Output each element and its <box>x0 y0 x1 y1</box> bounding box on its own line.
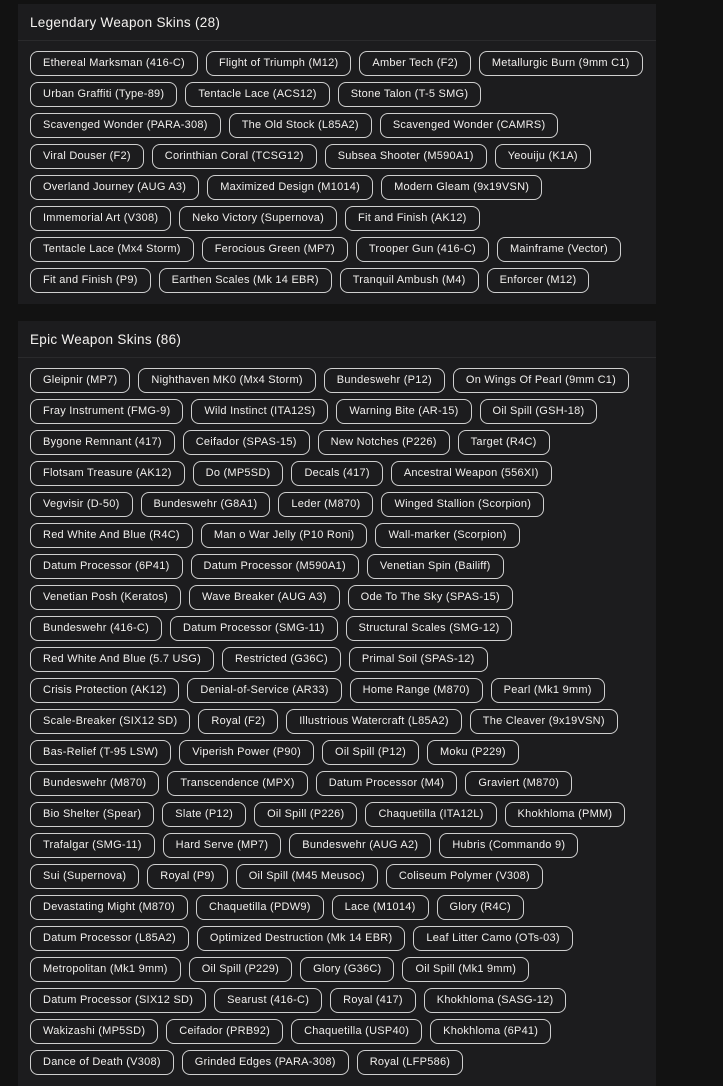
skin-chip[interactable] <box>141 492 271 517</box>
skin-chip-label: Glory (G36C) <box>313 963 382 975</box>
skin-chip[interactable] <box>497 237 621 262</box>
skin-chip-label: Primal Soil (SPAS-12) <box>361 653 475 665</box>
skin-chip[interactable] <box>206 51 351 76</box>
skin-chip[interactable] <box>30 399 183 424</box>
skin-chip-label: Viral Douser (F2) <box>43 150 131 162</box>
skin-chip-label: Crisis Protection (AK12) <box>43 684 167 696</box>
skin-chip-label: Ancestral Weapon (556XI) <box>403 467 539 479</box>
skin-chip[interactable] <box>495 144 591 169</box>
skin-chip-list <box>18 41 656 304</box>
skin-chip-label: Graviert (M870) <box>478 777 560 789</box>
skin-chip[interactable] <box>30 206 171 231</box>
skin-chip-label: Bundeswehr (AUG A2) <box>302 839 419 851</box>
section-header <box>18 321 656 358</box>
skin-chip[interactable] <box>291 461 382 486</box>
skin-chip[interactable] <box>491 678 605 703</box>
skin-chip[interactable] <box>185 82 329 107</box>
skin-section-epic <box>18 321 656 1086</box>
skin-chip[interactable] <box>197 926 405 951</box>
sections-root <box>18 4 723 1086</box>
skin-chip[interactable] <box>391 461 552 486</box>
skin-chip-label: Scale-Breaker (SIX12 SD) <box>43 715 178 727</box>
skin-chip[interactable] <box>375 523 519 548</box>
skin-chip[interactable] <box>345 206 480 231</box>
skin-chip-label: Maximized Design (M1014) <box>220 181 361 193</box>
skin-chip-label: Searust (416-C) <box>227 994 310 1006</box>
skin-chip[interactable] <box>159 268 332 293</box>
skin-chip[interactable] <box>138 368 315 393</box>
skin-chip-label: Royal (P9) <box>160 870 215 882</box>
skin-chip[interactable] <box>189 585 340 610</box>
skin-chip[interactable] <box>402 957 529 982</box>
skin-chip[interactable] <box>330 988 416 1013</box>
skin-chip-label: Ceifador (SPAS-15) <box>195 436 297 448</box>
skin-chip[interactable] <box>30 740 171 765</box>
skin-chip-label: Structural Scales (SMG-12) <box>358 622 500 634</box>
skin-chip[interactable] <box>439 833 578 858</box>
skin-chip[interactable] <box>30 237 194 262</box>
skin-chip-label: Red White And Blue (5.7 USG) <box>43 653 202 665</box>
skin-chip[interactable] <box>318 430 450 455</box>
skin-chip[interactable] <box>349 647 488 672</box>
skin-chip-label: Bygone Remnant (417) <box>43 436 162 448</box>
skin-chip-label: Devastating Might (M870) <box>43 901 175 913</box>
skin-chip[interactable] <box>30 833 155 858</box>
skin-chip[interactable] <box>147 864 227 889</box>
skin-chip[interactable] <box>30 175 199 200</box>
skin-chip[interactable] <box>196 895 324 920</box>
skin-chip[interactable] <box>30 709 190 734</box>
skin-chip[interactable] <box>380 113 559 138</box>
skin-chip-label: Datum Processor (SMG-11) <box>183 622 325 634</box>
skin-chip-label: Ethereal Marksman (416-C) <box>43 57 185 69</box>
skin-chip-label: Flight of Triumph (M12) <box>218 57 339 69</box>
skin-chip-label: Moku (P229) <box>440 746 506 758</box>
skin-chip-label: Scavenged Wonder (CAMRS) <box>392 119 546 131</box>
skin-chip-label: Urban Graffiti (Type-89) <box>43 88 165 100</box>
skin-chip[interactable] <box>336 399 471 424</box>
skin-chip-label: Bundeswehr (416-C) <box>43 622 149 634</box>
skin-chip[interactable] <box>187 678 341 703</box>
skin-chip-label: Hard Serve (MP7) <box>175 839 269 851</box>
skin-chip[interactable] <box>30 802 154 827</box>
skin-chip[interactable] <box>229 113 372 138</box>
skin-chip[interactable] <box>453 368 629 393</box>
skin-chip[interactable] <box>179 740 314 765</box>
skin-chip[interactable] <box>167 771 307 796</box>
skin-chip[interactable] <box>505 802 626 827</box>
skin-chip-label: Gleipnir (MP7) <box>43 374 118 386</box>
skin-chip-label: Oil Spill (P12) <box>335 746 407 758</box>
skin-chip-label: Target (R4C) <box>470 436 537 448</box>
skin-chip[interactable] <box>365 802 496 827</box>
skin-chip-label: Sui (Supernova) <box>43 870 127 882</box>
skin-chip-label: Datum Processor (SIX12 SD) <box>43 994 194 1006</box>
skin-chip[interactable] <box>152 144 317 169</box>
skin-chip[interactable] <box>201 523 368 548</box>
skin-chip[interactable] <box>30 492 133 517</box>
skin-chip[interactable] <box>386 864 543 889</box>
skin-chip[interactable] <box>30 957 181 982</box>
skin-chip-label: Winged Stallion (Scorpion) <box>394 498 532 510</box>
skin-chip-label: Wave Breaker (AUG A3) <box>202 591 327 603</box>
skin-chip[interactable] <box>30 51 198 76</box>
skin-chip-label: Oil Spill (P226) <box>267 808 345 820</box>
skin-chip[interactable] <box>479 51 643 76</box>
skin-chip-label: Trooper Gun (416-C) <box>368 243 476 255</box>
skin-chip-label: Dance of Death (V308) <box>43 1056 161 1068</box>
skin-chip-label: Enforcer (M12) <box>499 274 577 286</box>
skin-chip[interactable] <box>340 268 479 293</box>
skin-chip-label: Overland Journey (AUG A3) <box>43 181 187 193</box>
skin-chip[interactable] <box>30 82 177 107</box>
skin-chip-label: Vegvisir (D-50) <box>43 498 120 510</box>
skin-chip[interactable] <box>458 430 550 455</box>
skin-chip[interactable] <box>30 523 193 548</box>
skin-chip[interactable] <box>214 988 322 1013</box>
skin-chip[interactable] <box>198 709 278 734</box>
skin-chip-label: Chaquetilla (USP40) <box>304 1025 410 1037</box>
skin-chip[interactable] <box>381 492 544 517</box>
skin-chip[interactable] <box>193 461 284 486</box>
skin-chip-label: Hubris (Commando 9) <box>452 839 566 851</box>
skin-chip[interactable] <box>183 430 310 455</box>
skin-chip-label: Pearl (Mk1 9mm) <box>503 684 592 696</box>
skin-chip[interactable] <box>325 144 487 169</box>
skin-chip[interactable] <box>470 709 618 734</box>
skin-chip-label: Neko Victory (Supernova) <box>192 212 325 224</box>
skin-chip[interactable] <box>30 988 206 1013</box>
section-title: Epic Weapon Skins (86) <box>30 331 182 347</box>
skin-chip-label: Datum Processor (6P41) <box>43 560 170 572</box>
skin-chip[interactable] <box>424 988 567 1013</box>
skin-chip-label: Fit and Finish (AK12) <box>358 212 467 224</box>
skin-chip-label: Khokhloma (6P41) <box>443 1025 539 1037</box>
skin-chip-label: Leaf Litter Camo (OTs-03) <box>426 932 560 944</box>
skin-chip-label: Scavenged Wonder (PARA-308) <box>43 119 208 131</box>
skin-chip-label: Khokhloma (SASG-12) <box>436 994 554 1006</box>
skin-chip-label: Home Range (M870) <box>362 684 470 696</box>
skin-chip-label: Tentacle Lace (ACS12) <box>198 88 317 100</box>
skin-chip-label: Amber Tech (F2) <box>372 57 458 69</box>
skin-chip-label: Venetian Posh (Keratos) <box>43 591 168 603</box>
skin-chip-label: Optimized Destruction (Mk 14 EBR) <box>209 932 393 944</box>
skin-chip[interactable] <box>30 864 139 889</box>
skin-chip-label: Royal (F2) <box>211 715 266 727</box>
skin-chip-label: Lace (M1014) <box>344 901 416 913</box>
skin-chip[interactable] <box>30 144 144 169</box>
skin-chip-label: Wakizashi (MP5SD) <box>43 1025 146 1037</box>
skin-chip-label: The Old Stock (L85A2) <box>241 119 359 131</box>
skin-chip-label: Datum Processor (M4) <box>328 777 445 789</box>
skin-chip[interactable] <box>332 895 429 920</box>
skin-chip[interactable] <box>254 802 357 827</box>
skin-chip-label: Oil Spill (Mk1 9mm) <box>415 963 517 975</box>
skin-chip[interactable] <box>413 926 572 951</box>
skin-chip-label: Wild Instinct (ITA12S) <box>204 405 316 417</box>
skin-chip-label: Immemorial Art (V308) <box>43 212 159 224</box>
skin-chip-label: Tranquil Ambush (M4) <box>352 274 466 286</box>
skin-chip[interactable] <box>30 678 179 703</box>
skin-chip-label: Trafalgar (SMG-11) <box>43 839 142 851</box>
skin-chip-label: Warning Bite (AR-15) <box>349 405 459 417</box>
skin-chip-label: Decals (417) <box>304 467 370 479</box>
skin-chip[interactable] <box>286 709 462 734</box>
skin-chip-label: Modern Gleam (9x19VSN) <box>394 181 530 193</box>
skin-chip-label: Metropolitan (Mk1 9mm) <box>43 963 168 975</box>
skin-chip[interactable] <box>30 461 185 486</box>
skin-chip-label: Illustrious Watercraft (L85A2) <box>299 715 449 727</box>
skin-chip[interactable] <box>367 554 504 579</box>
skin-chip-label: Nighthaven MK0 (Mx4 Storm) <box>151 374 303 386</box>
skin-chip[interactable] <box>162 802 246 827</box>
skin-chip-label: Oil Spill (M45 Meusoc) <box>248 870 365 882</box>
skin-chip[interactable] <box>30 430 175 455</box>
skin-chip-label: Leder (M870) <box>291 498 361 510</box>
skin-chip[interactable] <box>356 237 489 262</box>
skin-chip[interactable] <box>427 740 519 765</box>
skin-chip[interactable] <box>166 1019 283 1044</box>
skin-chip-label: Red White And Blue (R4C) <box>43 529 180 541</box>
skin-chip-list <box>18 358 656 1086</box>
skin-chip-label: Oil Spill (GSH-18) <box>492 405 585 417</box>
skin-chip-label: On Wings Of Pearl (9mm C1) <box>465 374 617 386</box>
skin-chip[interactable] <box>30 554 183 579</box>
skin-chip-label: Transcendence (MPX) <box>180 777 295 789</box>
skin-chip[interactable] <box>236 864 378 889</box>
skin-chip[interactable] <box>179 206 337 231</box>
skin-chip[interactable] <box>30 926 189 951</box>
skin-chip-label: Denial-of-Service (AR33) <box>200 684 329 696</box>
skin-chip-label: Khokhloma (PMM) <box>517 808 613 820</box>
skin-chip-label: Wall-marker (Scorpion) <box>388 529 507 541</box>
skin-chip-label: Fray Instrument (FMG-9) <box>43 405 171 417</box>
skin-chip-label: Bio Shelter (Spear) <box>43 808 142 820</box>
skin-chip[interactable] <box>30 616 162 641</box>
skin-chip[interactable] <box>30 268 151 293</box>
skin-chip-label: Subsea Shooter (M590A1) <box>337 150 474 162</box>
skin-chip-label: Venetian Spin (Bailiff) <box>379 560 491 572</box>
skin-chip[interactable] <box>324 368 445 393</box>
skin-chip-label: Coliseum Polymer (V308) <box>398 870 530 882</box>
skin-chip[interactable] <box>430 1019 551 1044</box>
skin-chip-label: Tentacle Lace (Mx4 Storm) <box>43 243 181 255</box>
skin-chip[interactable] <box>291 1019 422 1044</box>
skin-chip[interactable] <box>348 585 513 610</box>
skin-chip[interactable] <box>30 647 214 672</box>
skin-chip-label: Chaquetilla (PDW9) <box>208 901 311 913</box>
skin-chip-label: Chaquetilla (ITA12L) <box>378 808 484 820</box>
skin-chip-label: Do (MP5SD) <box>205 467 271 479</box>
skin-chip-label: Ceifador (PRB92) <box>179 1025 271 1037</box>
section-header <box>18 4 656 41</box>
skin-chip[interactable] <box>338 82 482 107</box>
skin-chip-label: Royal (417) <box>343 994 403 1006</box>
skin-chip-label: Man o War Jelly (P10 Roni) <box>213 529 355 541</box>
skin-chip[interactable] <box>30 113 221 138</box>
skin-section-legendary <box>18 4 656 304</box>
skin-chip[interactable] <box>207 175 373 200</box>
skin-chip[interactable] <box>278 492 373 517</box>
skin-chip-label: Yeouiju (K1A) <box>507 150 578 162</box>
skin-chip[interactable] <box>202 237 348 262</box>
skin-chip[interactable] <box>191 399 328 424</box>
skin-chip[interactable] <box>300 957 394 982</box>
skin-chip-label: Viperish Power (P90) <box>192 746 302 758</box>
skin-chip-label: Oil Spill (P229) <box>201 963 280 975</box>
skin-chip[interactable] <box>30 368 130 393</box>
skin-chip[interactable] <box>170 616 338 641</box>
skin-chip[interactable] <box>437 895 524 920</box>
skin-chip[interactable] <box>30 895 188 920</box>
skin-chip-label: Grinded Edges (PARA-308) <box>194 1056 336 1068</box>
skin-chip-label: Datum Processor (M590A1) <box>203 560 346 572</box>
skin-chip-label: Bundeswehr (G8A1) <box>153 498 258 510</box>
skin-chip-label: Ferocious Green (MP7) <box>214 243 335 255</box>
skin-chip-label: Slate (P12) <box>175 808 234 820</box>
skin-chip[interactable] <box>182 1050 349 1075</box>
skin-chip[interactable] <box>30 585 181 610</box>
skin-chip[interactable] <box>289 833 431 858</box>
skin-chip-label: Corinthian Coral (TCSG12) <box>164 150 304 162</box>
skin-chip[interactable] <box>480 399 598 424</box>
skin-chip-label: Bundeswehr (P12) <box>336 374 432 386</box>
skin-chip-label: New Notches (P226) <box>330 436 437 448</box>
skin-chip-label: Datum Processor (L85A2) <box>43 932 176 944</box>
skin-chip[interactable] <box>163 833 282 858</box>
skin-chip-label: Earthen Scales (Mk 14 EBR) <box>171 274 319 286</box>
skin-chip[interactable] <box>357 1050 464 1075</box>
skin-chip-label: Stone Talon (T-5 SMG) <box>350 88 469 100</box>
skin-chip[interactable] <box>189 957 292 982</box>
skin-chip-label: Fit and Finish (P9) <box>43 274 138 286</box>
skin-chip[interactable] <box>322 740 419 765</box>
skin-chip[interactable] <box>487 268 590 293</box>
skin-chip-label: Glory (R4C) <box>449 901 511 913</box>
skin-chip[interactable] <box>346 616 513 641</box>
skin-chip-label: Royal (LFP586) <box>369 1056 451 1068</box>
skin-chip[interactable] <box>30 1050 174 1075</box>
skin-chip-label: Restricted (G36C) <box>235 653 328 665</box>
skin-chip[interactable] <box>30 771 159 796</box>
skin-chip-label: Bundeswehr (M870) <box>43 777 147 789</box>
section-title: Legendary Weapon Skins (28) <box>30 14 221 30</box>
skin-chip[interactable] <box>350 678 483 703</box>
skin-chip[interactable] <box>191 554 359 579</box>
skin-chip-label: Metallurgic Burn (9mm C1) <box>491 57 630 69</box>
skin-chip[interactable] <box>222 647 341 672</box>
skin-chip[interactable] <box>465 771 572 796</box>
skin-chip[interactable] <box>359 51 470 76</box>
skin-chip-label: The Cleaver (9x19VSN) <box>482 715 605 727</box>
skin-chip-label: Ode To The Sky (SPAS-15) <box>360 591 500 603</box>
skin-chip-label: Mainframe (Vector) <box>509 243 608 255</box>
skin-chip[interactable] <box>316 771 458 796</box>
skin-chip-label: Flotsam Treasure (AK12) <box>43 467 172 479</box>
skin-chip[interactable] <box>30 1019 158 1044</box>
skin-chip[interactable] <box>381 175 542 200</box>
skin-chip-label: Bas-Relief (T-95 LSW) <box>43 746 159 758</box>
